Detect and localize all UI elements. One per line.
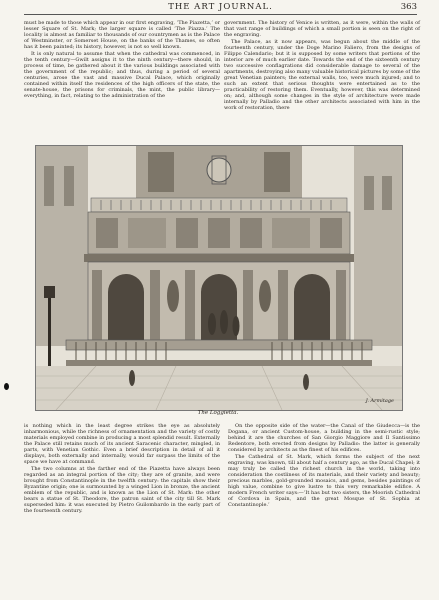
paragraph: government. The history of Venice is written, as it were, within the walls of that vast range of buildings of which a small portion is seen on the right of the engraving. [224,20,420,39]
text-column-right-bottom [228,423,420,509]
paragraph: The Cathedral of St. Mark, which forms the subject of the next engraving, was known, till about half a century ago, as the Ducal Chapel; it may truly be called the richest church in the world, taking into consideration the costliness of its materials, and their variety and beauty; precious marbles, gold-grounded mosaics, and gems, besides paintings of high value, combine to give lustre to this very remarkable edifice. A modern French writer says:—‘It has but two sisters, the Moorish Cathedral of Cordova in Spain, and the great Mosque of St. Sophia at Constantinople.’ [228,453,420,509]
figure-caption: The Loggietta. [197,410,239,416]
journal-title: THE ART JOURNAL. [168,2,273,12]
ink-blot [4,383,9,390]
loggietta-engraving [35,145,403,411]
paragraph: It is only natural to assume that when the cathedral was commenced, in the tenth century—Gwilt assigns it to the ninth century—there should, in process of time, be gathered about it the various buildings associated with the government of the republic; and thus, during a period of several centuries, arose the vast and massive Ducal Palace, which originally contained within itself the residences of the high officers of the state, the senate-house, the prisons for criminals, the mint, the public library—everything, in fact, relating to the administration of the [24,50,220,100]
paragraph: The Palace, as it now appears, was begun about the middle of the fourteenth century, under the Doge Marino Faliero, from the designs of Filippo Calendario; but it is supposed by some writers that portions of the interior are of much earlier date. Towards the end of the sixteenth century two successive conflagrations did considerable damage to several of the apartments, destroying also many valuable historical pictures by some of the great Venetian painters; the external walls, too, were much injured; and to such an extent that serious thoughts were entertained as to the practicability of restoring them. Eventually, however, this was determined on; and, although some changes in the style of architecture were made internally by Palladio and the other architects associated with him in the work of restoration, there [224,38,420,112]
text-column-left-bottom [24,423,220,515]
paragraph: On the opposite side of the water—the Canal of the Giudecca—is the Dogana, or ancient Custom-house, a building in the semi-rustic style; behind it are the churches of San Giorgio Maggiore and Il Santissimo Redentore, both erected from designs by Palladio: the latter is generally considered by architects as the finest of his edifices. [228,423,420,454]
running-header [24,2,417,15]
engraving-illustration [36,146,402,410]
text-column-left-top [24,20,220,100]
text-column-right-top [224,20,420,112]
paragraph: must be made to those which appear in our first engraving, ‘The Piazetta,’ or lesser Square of St. Mark; the larger square is called ‘The Piazza.’ The locality is almost as familiar to thousands of our countrymen as is the Palace of Westminster, or Somerset House, on the banks of the Thames, so often has it been painted; its history, however, is not so well known. [24,20,221,51]
paragraph: The two columns at the farther end of the Piazetta have always been regarded as an integral portion of the city; they are of granite, and were brought from Constantinople in the twelfth century: the capitals show their Byzantine origin; one is surmounted by a winged Lion in bronze, the ancient emblem of the republic, and is known as the Lion of St. Mark: the other bears a statue of St. Theodore, the patron saint of the city till St. Mark superseded him: it was executed by Pietro Guilombardo in the early part of the fourteenth century. [24,465,220,515]
artist-signature: J. Armitage [365,398,394,404]
paragraph: is nothing which in the least degree strikes the eye as absolutely inharmonious, while the richness of ornamentation and the variety of costly materials employed combine in producing a most splendid result. Externally the Palace still retains much of its ancient Saracenic character, mingled, in parts, with Venetian Gothic. Even a brief description in detail of all it displays, both externally and internally, would far surpass the limits of the space we have at command. [24,423,220,466]
page-number: 363 [400,2,417,12]
